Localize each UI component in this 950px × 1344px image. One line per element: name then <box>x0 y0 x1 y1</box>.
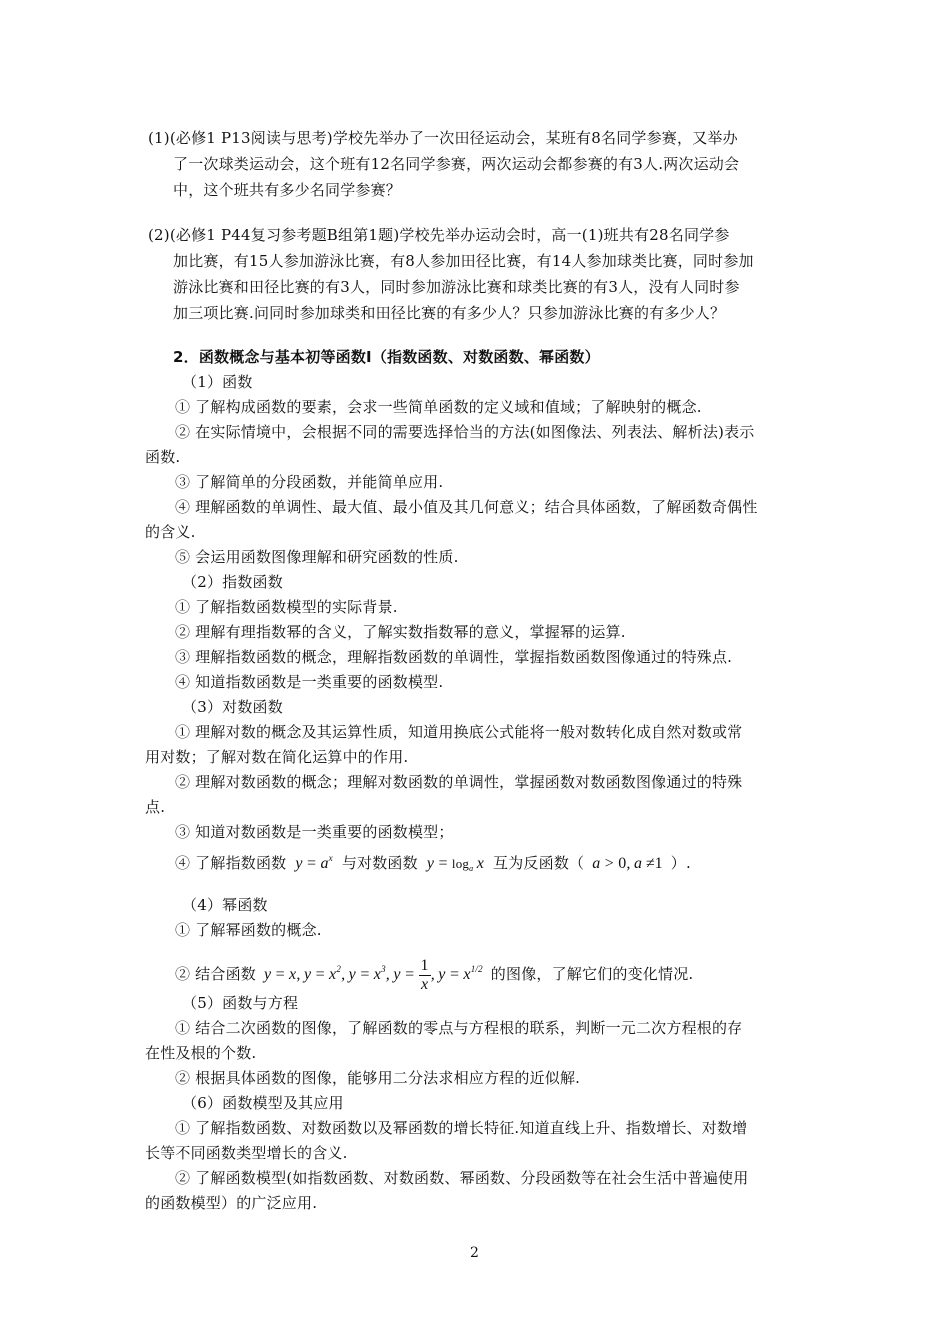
s4-item-2-text-post: 的图像，了解它们的变化情况. <box>490 965 694 984</box>
s1-item-2-line-2: 函数. <box>145 448 181 466</box>
one-over-x-fraction: $\frac{1}{x}$ <box>420 957 429 993</box>
s2-item-3: ③ 理解指数函数的概念，理解指数函数的单调性，掌握指数函数图像通过的特殊点. <box>175 648 733 666</box>
power-functions-formula: y = x, $y = x^2$, $y = x^3$, y = $\frac{1}{x}$ , $y = x^{1/2}$ <box>263 957 483 993</box>
s3-item-2-line-2: 点. <box>145 798 166 816</box>
s1-item-4-line-2: 的含义. <box>145 523 196 541</box>
s6-item-2-line-1: ② 了解函数模型(如指数函数、对数函数、幂函数、分段函数等在社会生活中普遍使用 <box>175 1169 749 1187</box>
question-1-line-2: 了一次球类运动会，这个班有12名同学参赛，两次运动会都参赛的有3人.两次运动会 <box>173 155 740 173</box>
question-2-line-3: 游泳比赛和田径比赛的有3人，同时参加游泳比赛和球类比赛的有3人，没有人同时参 <box>173 278 740 296</box>
s5-item-1-line-2: 在性及根的个数. <box>145 1044 257 1062</box>
page-number: 2 <box>470 1245 479 1261</box>
question-2-line-4: 加三项比赛.问同时参加球类和田径比赛的有多少人？只参加游泳比赛的有多少人？ <box>173 304 726 322</box>
s3-item-4 <box>175 848 691 879</box>
s3-item-4-text-end: ）. <box>670 854 691 872</box>
question-2-line-2: 加比赛，有15人参加游泳比赛，有8人参加田径比赛，有14人参加球类比赛，同时参加 <box>173 252 754 270</box>
s1-item-2-line-1: ② 在实际情境中，会根据不同的需要选择恰当的方法(如图像法、列表法、解析法)表示 <box>175 423 755 441</box>
s2-item-2: ② 理解有理指数幂的含义，了解实数指数幂的意义，掌握幂的运算. <box>175 623 626 641</box>
log-formula: y = loga x <box>426 855 485 873</box>
s4-item-1: ① 了解幂函数的概念. <box>175 921 322 939</box>
question-1-line-1: (1)(必修1 P13阅读与思考)学校先举办了一次田径运动会，某班有8名同学参赛，又举办 <box>148 129 738 147</box>
s5-item-2: ② 根据具体函数的图像，能够用二分法求相应方程的近似解. <box>175 1069 581 1087</box>
subsection-1-title: （1）函数 <box>182 373 253 391</box>
s5-item-1-line-1: ① 结合二次函数的图像，了解函数的零点与方程根的联系，判断一元二次方程根的存 <box>175 1019 743 1037</box>
s6-item-2-line-2: 的函数模型）的广泛应用. <box>145 1194 318 1212</box>
subsection-4-title: （4）幂函数 <box>182 896 268 914</box>
s1-item-1: ① 了解构成函数的要素，会求一些简单函数的定义域和值域；了解映射的概念. <box>175 398 702 416</box>
s4-item-2-text-pre: ② 结合函数 <box>175 965 256 984</box>
s3-item-4-text-pre: ④ 了解指数函数 <box>175 854 287 872</box>
s3-item-1-line-2: 用对数；了解对数在简化运算中的作用. <box>145 748 409 766</box>
s6-item-1-line-1: ① 了解指数函数、对数函数以及幂函数的增长特征.知道直线上升、指数增长、对数增 <box>175 1119 748 1137</box>
s3-item-4-text-mid: 与对数函数 <box>341 854 418 872</box>
s1-item-4-line-1: ④ 理解函数的单调性、最大值、最小值及其几何意义；结合具体函数，了解函数奇偶性 <box>175 498 758 516</box>
question-2-line-1: (2)(必修1 P44复习参考题B组第1题)学校先举办运动会时，高一(1)班共有28名同学参 <box>148 226 730 244</box>
s2-item-1: ① 了解指数函数模型的实际背景. <box>175 598 398 616</box>
s3-item-2-line-1: ② 理解对数函数的概念；理解对数函数的单调性，掌握函数对数函数图像通过的特殊 <box>175 773 743 791</box>
s4-item-2 <box>175 957 693 994</box>
s3-item-3: ③ 知道对数函数是一类重要的函数模型； <box>175 823 454 841</box>
question-1-line-3: 中，这个班共有多少名同学参赛？ <box>173 181 402 199</box>
exp-formula: $y = a^x$ <box>295 853 333 872</box>
s1-item-3: ③ 了解简单的分段函数，并能简单应用. <box>175 473 444 491</box>
section-title: 2．函数概念与基本初等函数Ⅰ（指数函数、对数函数、幂函数） <box>173 348 600 366</box>
s2-item-4: ④ 知道指数函数是一类重要的函数模型. <box>175 673 444 691</box>
subsection-3-title: （3）对数函数 <box>182 698 283 716</box>
s1-item-5: ⑤ 会运用函数图像理解和研究函数的性质. <box>175 548 459 566</box>
condition-formula: a > 0, a ≠1 <box>592 855 663 872</box>
subsection-5-title: （5）函数与方程 <box>182 994 299 1012</box>
s6-item-1-line-2: 长等不同函数类型增长的含义. <box>145 1144 348 1162</box>
subsection-6-title: （6）函数模型及其应用 <box>182 1094 344 1112</box>
s3-item-4-text-post: 互为反函数（ <box>493 854 585 872</box>
subsection-2-title: （2）指数函数 <box>182 573 283 591</box>
s3-item-1-line-1: ① 理解对数的概念及其运算性质，知道用换底公式能将一般对数转化成自然对数或常 <box>175 723 743 741</box>
